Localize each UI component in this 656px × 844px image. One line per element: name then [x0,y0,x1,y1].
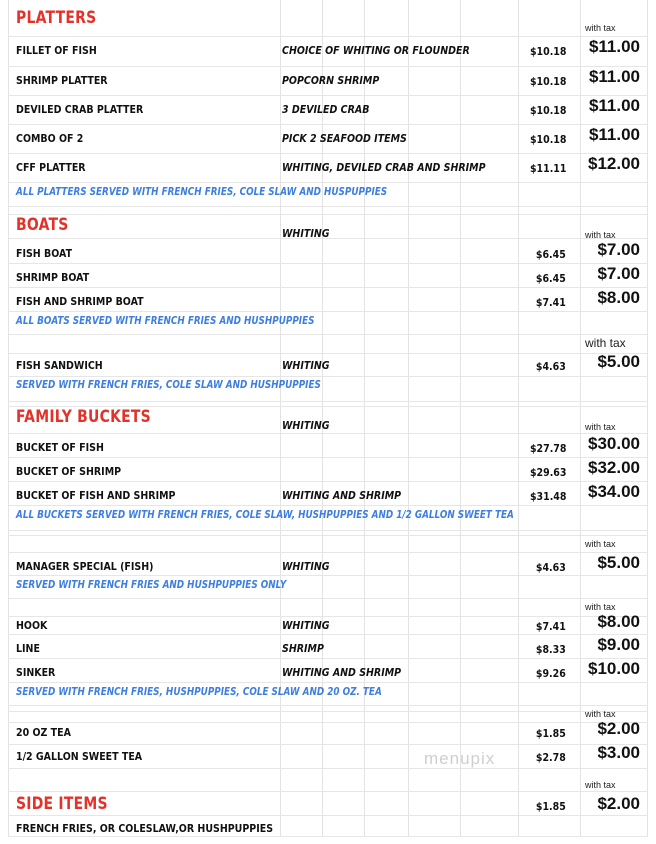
item-name: FRENCH FRIES, OR COLESLAW,OR HUSHPUPPIES [16,822,274,835]
grid-line [8,836,648,837]
section-desc: WHITING [282,419,330,432]
item-desc: PICK 2 SEAFOOD ITEMS [282,132,407,145]
item-name: DEVILED CRAB PLATTER [16,103,144,116]
grid-line [8,433,648,434]
price: $11.11 [529,162,566,175]
grid-line [8,682,648,683]
grid-line [8,124,648,125]
item-name: MANAGER SPECIAL (FISH) [16,560,154,573]
grid-line [8,457,648,458]
with-tax-label: with tax [585,709,616,719]
with-tax-label: with tax [585,230,616,240]
price: $27.78 [529,442,566,455]
grid-line [8,95,648,96]
grid-line [8,206,648,207]
item-desc: WHITING AND SHRIMP [282,489,402,502]
section-heading: FAMILY BUCKETS [16,407,151,427]
served-with-note: ALL PLATTERS SERVED WITH FRENCH FRIES, COLE SLAW AND HUSPUPPIES [16,186,388,198]
item-desc: CHOICE OF WHITING OR FLOUNDER [282,44,470,57]
served-with-note: SERVED WITH FRENCH FRIES AND HUSHPUPPIES ONLY [16,579,287,591]
price: $1.85 [536,800,566,813]
price-with-tax: $30.00 [588,434,640,453]
price-with-tax: $12.00 [588,154,640,173]
grid-line [8,36,648,37]
item-desc: WHITING [282,359,330,372]
grid-line [8,66,648,67]
with-tax-label: with tax [585,23,616,33]
grid-line [8,744,648,745]
item-desc: SHRIMP [282,642,324,655]
grid-line [8,598,648,599]
price-with-tax: $5.00 [597,553,640,572]
served-with-note: ALL BOATS SERVED WITH FRENCH FRIES AND HUSHPUPPIES [16,315,315,327]
grid-line [8,334,648,335]
with-tax-label: with tax [585,602,616,612]
price: $1.85 [536,727,566,740]
section-heading: PLATTERS [16,8,97,28]
grid-line [8,481,648,482]
price: $7.41 [536,620,566,633]
price-with-tax: $7.00 [597,240,640,259]
grid-line [8,768,648,769]
price: $10.18 [529,133,566,146]
item-desc: WHITING, DEVILED CRAB AND SHRIMP [282,161,486,174]
grid-line [8,616,648,617]
price-with-tax: $7.00 [597,264,640,283]
item-name: BUCKET OF SHRIMP [16,465,122,478]
price-with-tax: $10.00 [588,659,640,678]
price: $10.18 [529,45,566,58]
price: $6.45 [536,272,566,285]
item-name: CFF PLATTER [16,161,86,174]
watermark: menupix [424,749,496,768]
price: $4.63 [536,561,566,574]
price: $8.33 [536,643,566,656]
item-name: FILLET OF FISH [16,44,97,57]
price: $10.18 [529,104,566,117]
grid-line [8,182,648,183]
grid-line [8,353,648,354]
item-name: COMBO OF 2 [16,132,84,145]
item-name: SHRIMP BOAT [16,271,90,284]
item-name: 1/2 GALLON SWEET TEA [16,750,143,763]
price-with-tax: $11.00 [588,37,640,56]
grid-line [8,791,648,792]
item-name: FISH AND SHRIMP BOAT [16,295,144,308]
grid-line [8,815,648,816]
grid-line [8,401,648,402]
item-desc: WHITING [282,560,330,573]
served-with-note: SERVED WITH FRENCH FRIES, COLE SLAW AND HUSHPUPPIES [16,379,321,391]
price-with-tax: $8.00 [597,612,640,631]
grid-line [8,705,648,706]
with-tax-label: with tax [585,336,626,350]
price-with-tax: $11.00 [588,96,640,115]
item-desc: POPCORN SHRIMP [282,74,380,87]
grid-line [8,530,648,531]
section-heading: SIDE ITEMS [16,794,108,814]
price-with-tax: $11.00 [588,125,640,144]
served-with-note: ALL BUCKETS SERVED WITH FRENCH FRIES, COLE SLAW, HUSHPUPPIES AND 1/2 GALLON SWEET TEA [16,509,514,521]
item-name: FISH BOAT [16,247,73,260]
price-with-tax: $9.00 [597,635,640,654]
price-with-tax: $3.00 [597,743,640,762]
item-name: BUCKET OF FISH AND SHRIMP [16,489,176,502]
price-with-tax: $34.00 [588,482,640,501]
grid-line [8,263,648,264]
grid-line [8,711,648,712]
item-name: LINE [16,642,40,655]
item-name: FISH SANDWICH [16,359,103,372]
section-desc: WHITING [282,227,330,240]
item-name: SINKER [16,666,56,679]
price-with-tax: $32.00 [588,458,640,477]
price-with-tax: $8.00 [597,288,640,307]
served-with-note: SERVED WITH FRENCH FRIES, HUSHPUPPIES, COLE SLAW AND 20 OZ. TEA [16,686,382,698]
price-with-tax: $2.00 [597,794,640,813]
price: $7.41 [536,296,566,309]
with-tax-label: with tax [585,422,616,432]
grid-line [8,722,648,723]
grid-line [8,376,648,377]
price: $29.63 [529,466,566,479]
price: $4.63 [536,360,566,373]
with-tax-label: with tax [585,539,616,549]
with-tax-label: with tax [585,780,616,790]
item-name: HOOK [16,619,48,632]
item-desc: WHITING [282,619,330,632]
grid-line [8,214,648,215]
item-name: BUCKET OF FISH [16,441,104,454]
price: $9.26 [536,667,566,680]
grid-line [8,153,648,154]
item-desc: 3 DEVILED CRAB [282,103,370,116]
price-with-tax: $5.00 [597,352,640,371]
price-with-tax: $11.00 [588,67,640,86]
grid-line [8,575,648,576]
grid-line [8,658,648,659]
price: $31.48 [529,490,566,503]
item-name: 20 OZ TEA [16,726,71,739]
grid-line [8,634,648,635]
grid-line [8,311,648,312]
grid-line [8,535,648,536]
grid-line [8,552,648,553]
item-name: SHRIMP PLATTER [16,74,108,87]
price: $10.18 [529,75,566,88]
section-heading: BOATS [16,215,69,235]
grid-line [8,287,648,288]
item-desc: WHITING AND SHRIMP [282,666,402,679]
price: $6.45 [536,248,566,261]
price-with-tax: $2.00 [597,719,640,738]
grid-line [8,505,648,506]
price: $2.78 [536,751,566,764]
